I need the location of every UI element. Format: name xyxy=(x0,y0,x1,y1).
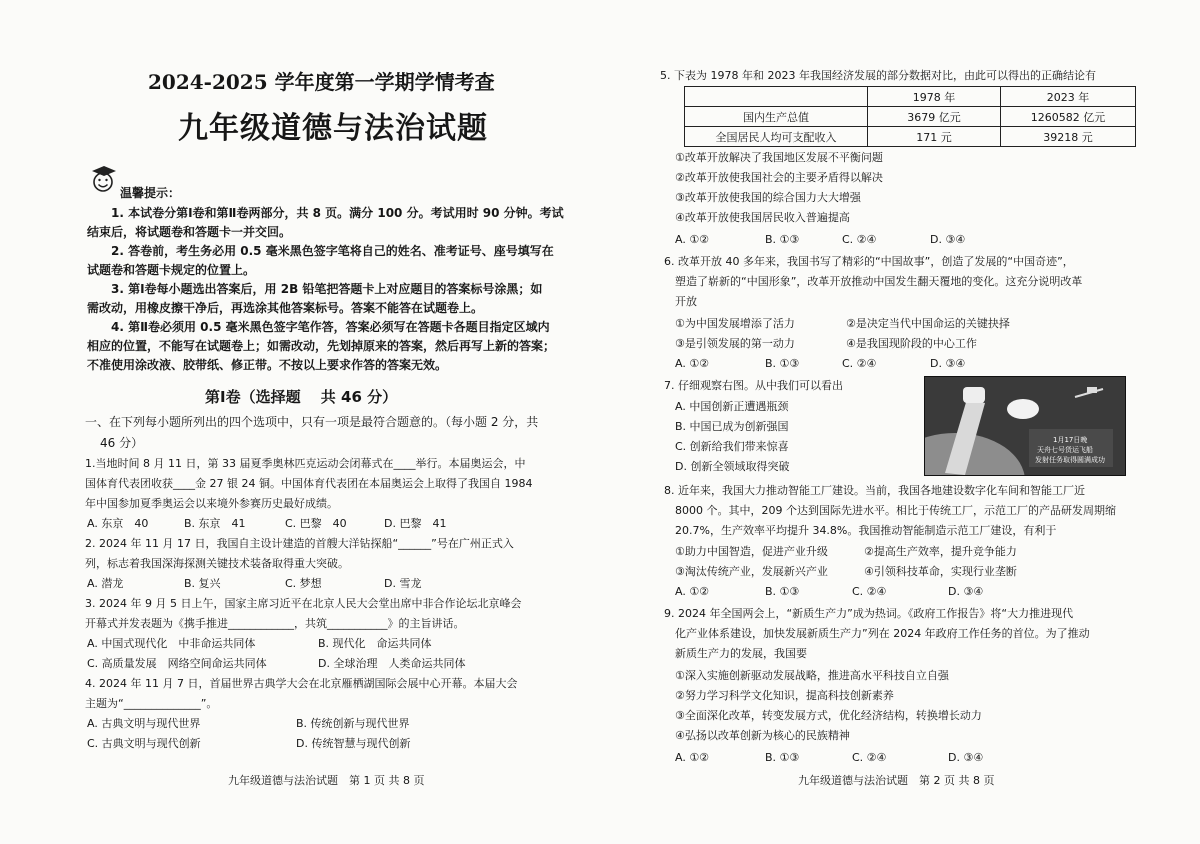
page-footer: 九年级道德与法治试题 第 1 页 共 8 页 xyxy=(228,774,425,787)
question-1-option-c: C. 巴黎 40 xyxy=(285,517,347,530)
question-4-option-c: C. 古典文明与现代创新 xyxy=(87,737,201,750)
tip-line: 4. 第Ⅱ卷必须用 0.5 毫米黑色签字笔作答，答案必须写在答题卡各题目指定区域内 xyxy=(111,320,550,334)
question-9-line: 新质生产力的发展，我国要 xyxy=(675,647,807,660)
table-cell: 国内生产总值 xyxy=(685,107,868,127)
exam-page-2 xyxy=(600,0,1200,844)
question-9-statement: ③全面深化改革，转变发展方式，优化经济结构，转换增长动力 xyxy=(675,709,982,722)
question-9-line: 化产业体系建设，加快发展新质生产力”列在 2024 年政府工作任务的首位。为了推动 xyxy=(675,627,1090,640)
question-8-statement: ④引领科技革命，实现行业垄断 xyxy=(864,565,1017,578)
section-title: 第Ⅰ卷（选择题 共 46 分） xyxy=(205,388,398,406)
question-5-statement: ②改革开放使我国社会的主要矛盾得以解决 xyxy=(675,171,883,184)
tip-line: 相应的位置，不能写在试题卷上；如需改动，先划掉原来的答案，然后再写上新的答案； xyxy=(87,339,556,353)
table-cell: 3679 亿元 xyxy=(868,107,1001,127)
image-caption-date: 1月17日晚 xyxy=(1053,436,1088,444)
question-9-statement: ②努力学习科学文化知识，提高科技创新素养 xyxy=(675,689,894,702)
instruction-line: 一、在下列每小题所列出的四个选项中，只有一项是最符合题意的。（每小题 2 分，共 xyxy=(85,415,539,429)
question-8-option-c: C. ②④ xyxy=(852,585,887,598)
question-6-statement: ②是决定当代中国命运的关键抉择 xyxy=(846,317,1010,330)
question-2-option-a: A. 潜龙 xyxy=(87,577,124,590)
question-1-option-d: D. 巴黎 41 xyxy=(384,517,447,530)
question-9-line: 9. 2024 年全国两会上，“新质生产力”成为热词。《政府工作报告》将“大力推进现代 xyxy=(664,607,1074,620)
question-6-statement: ①为中国发展增添了活力 xyxy=(675,317,795,330)
question-5-stem: 5. 下表为 1978 年和 2023 年我国经济发展的部分数据对比，由此可以得出的正确结论有 xyxy=(660,69,1096,82)
question-6-statement: ④是我国现阶段的中心工作 xyxy=(846,337,977,350)
question-5-statement: ④改革开放使我国居民收入普遍提高 xyxy=(675,211,850,224)
question-5-statement: ①改革开放解决了我国地区发展不平衡问题 xyxy=(675,151,883,164)
question-4-line: 主题为“______________”。 xyxy=(85,697,218,710)
question-7-option-c: C. 创新给我们带来惊喜 xyxy=(675,440,789,453)
page-footer: 九年级道德与法治试题 第 2 页 共 8 页 xyxy=(798,774,995,787)
question-2-option-c: C. 梦想 xyxy=(285,577,322,590)
question-7-option-b: B. 中国已成为创新强国 xyxy=(675,420,789,433)
image-caption: 天舟七号货运飞船 xyxy=(1037,446,1093,454)
table-row xyxy=(685,107,1136,127)
question-5-option-a: A. ①② xyxy=(675,233,710,246)
question-3-line: 3. 2024 年 9 月 5 日上午，国家主席习近平在北京人民大会堂出席中非合作论坛北京峰会 xyxy=(85,597,522,610)
question-1-option-a: A. 东京 40 xyxy=(87,517,149,530)
tip-line: 3. 第Ⅰ卷每小题选出答案后，用 2B 铅笔把答题卡上对应题目的答案标号涂黑；如 xyxy=(111,282,543,296)
question-2-option-d: D. 雪龙 xyxy=(384,577,422,590)
table-cell: 全国居民人均可支配收入 xyxy=(685,127,868,147)
question-4-line: 4. 2024 年 11 月 7 日，首届世界古典学大会在北京雁栖湖国际会展中心开幕。本届大会 xyxy=(85,677,518,690)
question-8-option-d: D. ③④ xyxy=(948,585,984,598)
question-2-line: 列，标志着我国深海探测关键技术装备取得重大突破。 xyxy=(85,557,349,570)
economic-data-table xyxy=(684,86,1136,147)
question-9-statement: ①深入实施创新驱动发展战略，推进高水平科技自立自强 xyxy=(675,669,949,682)
table-header-cell xyxy=(685,87,868,107)
question-8-option-a: A. ①② xyxy=(675,585,710,598)
tip-line: 试题卷和答题卡规定的位置上。 xyxy=(87,263,256,277)
question-3-option-d: D. 全球治理 人类命运共同体 xyxy=(318,657,466,670)
tip-line: 2. 答卷前，考生务必用 0.5 毫米黑色签字笔将自己的姓名、准考证号、座号填写在 xyxy=(111,244,554,258)
tip-line: 需改动，用橡皮擦干净后，再选涂其他答案标号。答案不能答在试题卷上。 xyxy=(87,301,484,315)
question-8-line: 20.7%，生产效率平均提升 34.8%。我国推动智能制造示范工厂建设，有利于 xyxy=(675,524,1057,537)
table-row xyxy=(685,127,1136,147)
question-8-statement: ①助力中国智造，促进产业升级 xyxy=(675,545,828,558)
question-6-line: 开放 xyxy=(675,295,697,308)
question-4-option-d: D. 传统智慧与现代创新 xyxy=(296,737,411,750)
question-7-stem: 7. 仔细观察右图。从中我们可以看出 xyxy=(664,379,843,392)
question-7-option-a: A. 中国创新正遭遇瓶颈 xyxy=(675,400,789,413)
question-7-option-d: D. 创新全领域取得突破 xyxy=(675,460,790,473)
question-6-line: 塑造了崭新的“中国形象”，改革开放推动中国发生翻天覆地的变化。这充分说明改革 xyxy=(675,275,1083,288)
question-6-statement: ③是引领发展的第一动力 xyxy=(675,337,795,350)
question-6-option-a: A. ①② xyxy=(675,357,710,370)
question-1-line: 1.当地时间 8 月 11 日，第 33 届夏季奥林匹克运动会闭幕式在____举行。本届奥运会，中 xyxy=(85,457,526,470)
spacecraft-cartoon-image xyxy=(924,376,1126,476)
tips-heading: 温馨提示： xyxy=(120,186,181,200)
exam-subtitle: 九年级道德与法治试题 xyxy=(178,111,488,146)
tip-line: 结束后，将试题卷和答题卡一并交回。 xyxy=(87,225,292,239)
question-1-option-b: B. 东京 41 xyxy=(184,517,246,530)
table-cell: 1260582 亿元 xyxy=(1001,107,1136,127)
exam-title: 2024-2025 学年度第一学期学情考查 xyxy=(148,70,495,94)
question-8-statement: ②提高生产效率，提升竞争能力 xyxy=(864,545,1017,558)
question-4-option-b: B. 传统创新与现代世界 xyxy=(296,717,410,730)
table-header-cell: 1978 年 xyxy=(868,87,1001,107)
question-2-line: 2. 2024 年 11 月 17 日，我国自主设计建造的首艘大洋钻探船“______”号在广州正式入 xyxy=(85,537,514,550)
question-8-option-b: B. ①③ xyxy=(765,585,800,598)
question-1-line: 年中国参加夏季奥运会以来境外参赛历史最好成绩。 xyxy=(85,497,338,510)
table-header-row xyxy=(685,87,1136,107)
question-9-statement: ④弘扬以改革创新为核心的民族精神 xyxy=(675,729,850,742)
table-header-cell: 2023 年 xyxy=(1001,87,1136,107)
question-8-line: 8000 个。其中，209 个达到国际先进水平。相比于传统工厂，示范工厂的产品研发周期缩 xyxy=(675,504,1116,517)
question-9-option-c: C. ②④ xyxy=(852,751,887,764)
question-3-option-b: B. 现代化 命运共同体 xyxy=(318,637,432,650)
question-5-statement: ③改革开放使我国的综合国力大大增强 xyxy=(675,191,861,204)
table-cell: 171 元 xyxy=(868,127,1001,147)
question-6-option-c: C. ②④ xyxy=(842,357,877,370)
question-4-option-a: A. 古典文明与现代世界 xyxy=(87,717,201,730)
question-9-option-d: D. ③④ xyxy=(948,751,984,764)
smiley-graduation-icon xyxy=(88,164,118,194)
question-5-option-d: D. ③④ xyxy=(930,233,966,246)
question-9-option-b: B. ①③ xyxy=(765,751,800,764)
instruction-line: 46 分） xyxy=(100,436,144,450)
question-2-option-b: B. 复兴 xyxy=(184,577,221,590)
table-cell: 39218 元 xyxy=(1001,127,1136,147)
question-3-line: 开幕式并发表题为《携手推进____________，共筑___________》的主旨讲话。 xyxy=(85,617,465,630)
tip-line: 不准使用涂改液、胶带纸、修正带。不按以上要求作答的答案无效。 xyxy=(87,358,448,372)
question-8-line: 8. 近年来，我国大力推动智能工厂建设。当前，我国各地建设数字化车间和智能工厂近 xyxy=(664,484,1085,497)
question-1-line: 国体育代表团收获____金 27 银 24 铜。中国体育代表团在本届奥运会上取得了我国自 1984 xyxy=(85,477,533,490)
tip-line: 1. 本试卷分第Ⅰ卷和第Ⅱ卷两部分，共 8 页。满分 100 分。考试用时 90 分钟。考试 xyxy=(111,206,564,220)
question-3-option-a: A. 中国式现代化 中非命运共同体 xyxy=(87,637,256,650)
question-6-option-b: B. ①③ xyxy=(765,357,800,370)
question-6-line: 6. 改革开放 40 多年来，我国书写了精彩的“中国故事”，创造了发展的“中国奇迹”， xyxy=(664,255,1074,268)
question-9-option-a: A. ①② xyxy=(675,751,710,764)
question-8-statement: ③淘汰传统产业，发展新兴产业 xyxy=(675,565,828,578)
question-3-option-c: C. 高质量发展 网络空间命运共同体 xyxy=(87,657,267,670)
image-caption: 发射任务取得圆满成功 xyxy=(1035,456,1105,464)
question-5-option-b: B. ①③ xyxy=(765,233,800,246)
question-6-option-d: D. ③④ xyxy=(930,357,966,370)
question-5-option-c: C. ②④ xyxy=(842,233,877,246)
